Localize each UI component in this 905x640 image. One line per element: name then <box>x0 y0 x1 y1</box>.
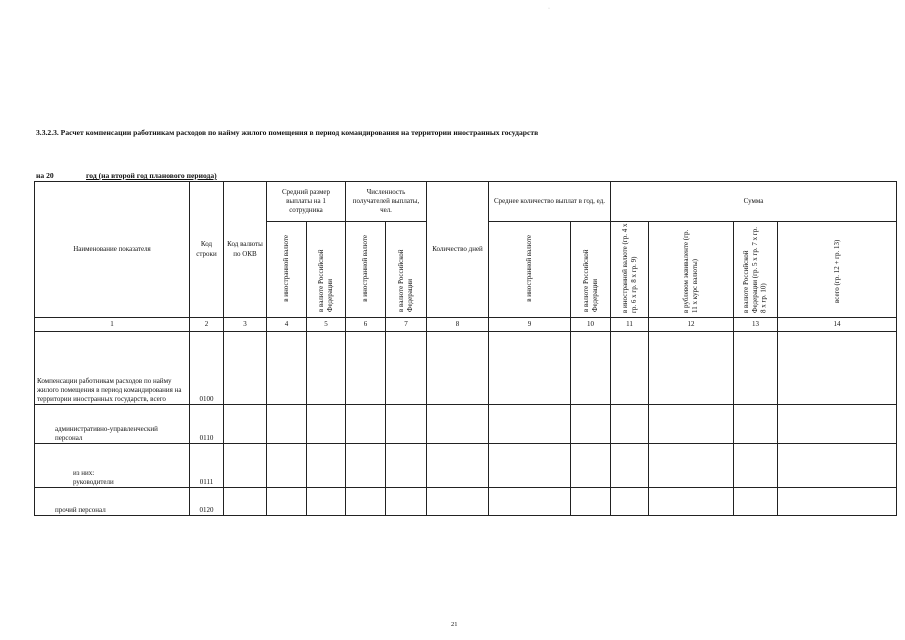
row-name: прочий персонал <box>35 488 190 516</box>
table-cell[interactable] <box>386 332 427 405</box>
header-col7: в валюте Российской Федерации <box>386 222 427 318</box>
header-days: Количество дней <box>427 182 489 318</box>
col-num: 5 <box>307 318 346 332</box>
table-cell[interactable] <box>386 444 427 488</box>
row-code: 0110 <box>190 405 224 444</box>
header-recipients: Численность получателей выплаты, чел. <box>346 182 427 222</box>
col-num: 8 <box>427 318 489 332</box>
year-line <box>36 171 217 180</box>
row-name: административно-управленческий персонал <box>35 405 190 444</box>
table-cell[interactable] <box>346 444 386 488</box>
table-cell[interactable] <box>571 332 611 405</box>
section-title: 3.3.2.3. Расчет компенсации работникам расходов по найму жилого помещения в период командирования на территории иностранных государств <box>36 128 539 137</box>
row-code: 0111 <box>190 444 224 488</box>
header-col9: в иностранной валюте <box>489 222 571 318</box>
col-num: 10 <box>571 318 611 332</box>
table-cell[interactable] <box>267 488 307 516</box>
scan-speck: · <box>548 6 550 12</box>
table-cell[interactable] <box>267 332 307 405</box>
table-cell[interactable] <box>307 444 346 488</box>
table-cell[interactable] <box>778 444 897 488</box>
table-cell[interactable] <box>346 488 386 516</box>
header-avg-count: Среднее количество выплат в год, ед. <box>489 182 611 222</box>
row-code: 0100 <box>190 332 224 405</box>
table-cell[interactable] <box>267 405 307 444</box>
row-name-text: руководители <box>73 477 114 486</box>
col-num: 1 <box>35 318 190 332</box>
table-cell[interactable] <box>571 488 611 516</box>
col-num: 3 <box>224 318 267 332</box>
table-cell[interactable] <box>734 444 778 488</box>
header-col12: в рублевом эквиваленте (гр. 11 х курс валюты) <box>649 222 734 318</box>
table-row <box>35 488 897 516</box>
table-cell[interactable] <box>346 405 386 444</box>
header-name: Наименование показателя <box>35 182 190 318</box>
table-cell[interactable] <box>489 488 571 516</box>
col-num: 9 <box>489 318 571 332</box>
table-cell[interactable] <box>489 332 571 405</box>
table-cell[interactable] <box>427 444 489 488</box>
column-number-row <box>35 318 897 332</box>
table-cell[interactable] <box>386 405 427 444</box>
table-row <box>35 332 897 405</box>
table-cell[interactable] <box>778 332 897 405</box>
table-cell[interactable] <box>346 332 386 405</box>
header-col4: в иностранной валюте <box>267 222 307 318</box>
table-cell[interactable] <box>649 405 734 444</box>
table-cell[interactable] <box>489 405 571 444</box>
table-cell[interactable] <box>649 332 734 405</box>
table-cell[interactable] <box>489 444 571 488</box>
table-row <box>35 405 897 444</box>
col-num: 12 <box>649 318 734 332</box>
row-name <box>35 444 190 488</box>
table-cell[interactable] <box>224 488 267 516</box>
header-col10: в валюте Российской Федерации <box>571 222 611 318</box>
col-num: 13 <box>734 318 778 332</box>
table-cell[interactable] <box>571 444 611 488</box>
row-name: Компенсации работникам расходов по найму жилого помещения в период командирования на территории иностранных государств, всего <box>35 332 190 405</box>
page-number: 21 <box>451 621 458 628</box>
table-cell[interactable] <box>734 332 778 405</box>
table-cell[interactable] <box>571 405 611 444</box>
table-cell[interactable] <box>224 332 267 405</box>
calculation-table <box>34 181 897 516</box>
table-cell[interactable] <box>734 488 778 516</box>
year-suffix: год (на второй год планового периода) <box>86 171 217 180</box>
header-currency-code: Код валюты по ОКВ <box>224 182 267 318</box>
header-avg-payment: Средний размер выплаты на 1 сотрудника <box>267 182 346 222</box>
table-cell[interactable] <box>649 488 734 516</box>
table-cell[interactable] <box>267 444 307 488</box>
col-num: 14 <box>778 318 897 332</box>
header-sum: Сумма <box>611 182 897 222</box>
table-cell[interactable] <box>611 488 649 516</box>
header-col14: всего (гр. 12 + гр. 13) <box>778 222 897 318</box>
table-cell[interactable] <box>386 488 427 516</box>
table-cell[interactable] <box>427 332 489 405</box>
table-cell[interactable] <box>778 488 897 516</box>
col-num: 7 <box>386 318 427 332</box>
col-num: 11 <box>611 318 649 332</box>
col-num: 4 <box>267 318 307 332</box>
table-cell[interactable] <box>307 405 346 444</box>
table-cell[interactable] <box>611 332 649 405</box>
table-cell[interactable] <box>224 444 267 488</box>
table-cell[interactable] <box>778 405 897 444</box>
year-prefix: на 20 <box>36 171 54 180</box>
table-cell[interactable] <box>427 488 489 516</box>
header-col5: в валюте Российской Федерации <box>307 222 346 318</box>
table-cell[interactable] <box>307 332 346 405</box>
header-col11: в иностранной валюте (гр. 4 х гр. 6 х гр. 8 х гр. 9) <box>611 222 649 318</box>
table-row <box>35 444 897 488</box>
row-name-prefix: из них: <box>73 468 95 477</box>
table-cell[interactable] <box>611 405 649 444</box>
table-cell[interactable] <box>611 444 649 488</box>
table-cell[interactable] <box>734 405 778 444</box>
row-code: 0120 <box>190 488 224 516</box>
header-row-code: Код строки <box>190 182 224 318</box>
header-col13: в валюте Российской Федерации (гр. 5 х гр. 7 х гр. 8 х гр. 10) <box>734 222 778 318</box>
header-col6: в иностранной валюте <box>346 222 386 318</box>
col-num: 2 <box>190 318 224 332</box>
table-cell[interactable] <box>649 444 734 488</box>
col-num: 6 <box>346 318 386 332</box>
table-cell[interactable] <box>307 488 346 516</box>
table-cell[interactable] <box>427 405 489 444</box>
table-cell[interactable] <box>224 405 267 444</box>
